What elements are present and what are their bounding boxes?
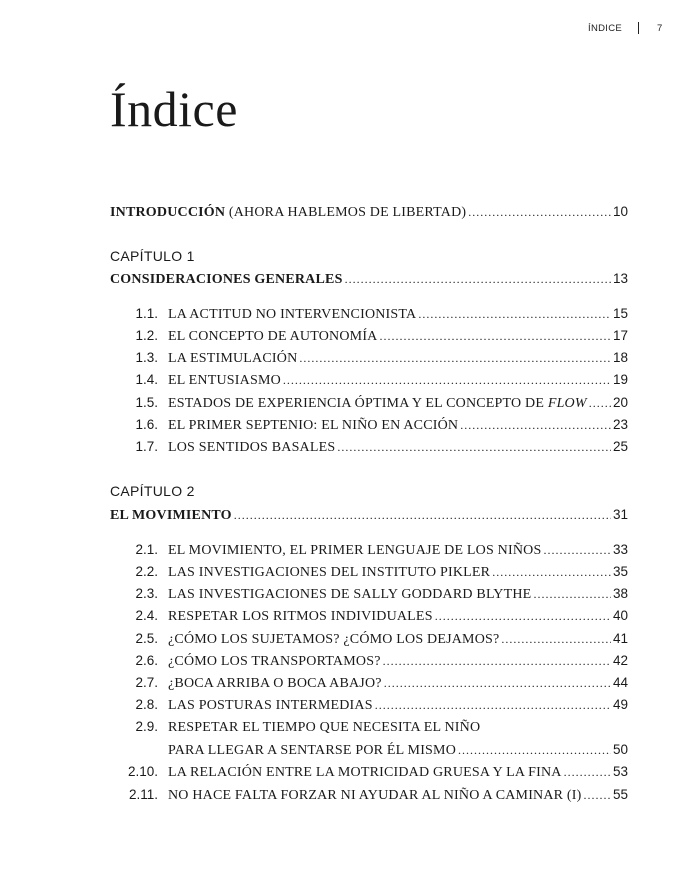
section-title: LOS SENTIDOS BASALES: [168, 440, 336, 455]
toc-page-number: 33: [612, 542, 628, 557]
toc-entry-title: [110, 203, 466, 223]
toc-entry-introduction[interactable]: [110, 202, 628, 222]
dot-leader: [584, 785, 611, 806]
dot-leader: [435, 606, 611, 627]
toc-entry-section[interactable]: [110, 370, 628, 390]
toc-entry-section[interactable]: [110, 304, 628, 324]
toc-page-number: 35: [612, 564, 628, 579]
dot-leader: [492, 562, 611, 583]
dot-leader: [299, 348, 611, 369]
toc-page-number: 38: [612, 586, 628, 601]
section-title: RESPETAR EL TIEMPO QUE NECESITA EL NIÑO: [168, 720, 481, 735]
toc-entry-section[interactable]: [110, 762, 628, 782]
running-head-divider: [638, 22, 639, 34]
toc-page-number: 55: [612, 787, 628, 802]
toc-page-number: 15: [612, 306, 628, 321]
section-number: 2.10.: [127, 764, 158, 779]
dot-leader: [337, 437, 611, 458]
section-number: 1.7.: [135, 439, 158, 454]
dot-leader: [543, 540, 611, 561]
toc-entry-section-first-line[interactable]: [110, 717, 628, 737]
section-number: 2.1.: [135, 542, 158, 557]
section-number: 1.4.: [135, 372, 158, 387]
toc-entry-section[interactable]: [110, 326, 628, 346]
toc-page-number: 40: [612, 608, 628, 623]
dot-leader: [589, 393, 611, 414]
section-title-italic: FLOW: [547, 396, 587, 411]
dot-leader: [458, 740, 611, 761]
toc-page-number: 42: [612, 653, 628, 668]
section-number: 1.5.: [135, 395, 158, 410]
dot-leader: [383, 651, 611, 672]
toc-page-number: 44: [612, 675, 628, 690]
dot-leader: [234, 505, 611, 526]
section-title: ¿BOCA ARRIBA O BOCA ABAJO?: [168, 676, 382, 691]
toc-entry-section[interactable]: [110, 393, 628, 413]
section-title-continuation: PARA LLEGAR A SENTARSE POR ÉL MISMO: [168, 743, 457, 758]
section-number: 2.8.: [135, 697, 158, 712]
section-number: 2.4.: [135, 608, 158, 623]
section-number: 2.2.: [135, 564, 158, 579]
section-title: NO HACE FALTA FORZAR NI AYUDAR AL NIÑO A CAMINAR (I): [168, 788, 582, 803]
toc-entry-section[interactable]: [110, 415, 628, 435]
toc-page-number: 50: [612, 742, 628, 757]
intro-subtitle: (AHORA HABLEMOS DE LIBERTAD): [225, 205, 467, 220]
section-title: LA RELACIÓN ENTRE LA MOTRICIDAD GRUESA Y LA FINA: [168, 765, 562, 780]
toc-page-number: 10: [612, 204, 628, 219]
section-title: LAS INVESTIGACIONES DE SALLY GODDARD BLYTHE: [168, 587, 532, 602]
dot-leader: [380, 326, 611, 347]
toc-entry-section[interactable]: [110, 348, 628, 368]
toc-entry-section[interactable]: [110, 629, 628, 649]
dot-leader: [384, 673, 611, 694]
toc-entry-section[interactable]: [110, 785, 628, 805]
toc-entry-chapter-heading[interactable]: [110, 505, 628, 525]
toc-page-number: 31: [612, 507, 628, 522]
section-number: 1.3.: [135, 350, 158, 365]
section-title: RESPETAR LOS RITMOS INDIVIDUALES: [168, 609, 433, 624]
section-title: LA ESTIMULACIÓN: [168, 351, 298, 366]
section-title-text: ESTADOS DE EXPERIENCIA ÓPTIMA Y EL CONCEPTO DE: [168, 396, 548, 411]
toc-page-number: 18: [612, 350, 628, 365]
section-title: ¿CÓMO LOS TRANSPORTAMOS?: [168, 654, 381, 669]
toc-entry-section[interactable]: [110, 437, 628, 457]
dot-leader: [564, 762, 611, 783]
toc-page-number: 17: [612, 328, 628, 343]
section-number: 2.6.: [135, 653, 158, 668]
dot-leader: [501, 629, 611, 650]
dot-leader: [283, 370, 611, 391]
section-title: LAS INVESTIGACIONES DEL INSTITUTO PIKLER: [168, 565, 491, 580]
page-number: 7: [657, 23, 663, 34]
toc-entry-section[interactable]: [110, 540, 628, 560]
section-number: 2.3.: [135, 586, 158, 601]
toc-page-number: 13: [612, 271, 628, 286]
toc-entry-section[interactable]: [110, 673, 628, 693]
toc-entry-chapter-heading[interactable]: [110, 269, 628, 289]
chapter-heading: EL MOVIMIENTO: [110, 508, 232, 523]
section-title: LAS POSTURAS INTERMEDIAS: [168, 698, 373, 713]
section-number: 2.7.: [135, 675, 158, 690]
toc-page-number: 49: [612, 697, 628, 712]
running-head-label: ÍNDICE: [588, 23, 622, 34]
section-number: 2.11.: [128, 787, 158, 802]
toc-entry-section[interactable]: [110, 695, 628, 715]
section-number: 1.6.: [135, 417, 158, 432]
toc-page-number: 20: [612, 395, 628, 410]
running-head: [560, 22, 670, 36]
toc-page-number: 41: [612, 631, 628, 646]
toc-entry-section[interactable]: [110, 562, 628, 582]
toc-page-number: 25: [612, 439, 628, 454]
chapter-heading: CONSIDERACIONES GENERALES: [110, 272, 343, 287]
toc-entry-section[interactable]: [110, 584, 628, 604]
dot-leader: [460, 415, 611, 436]
dot-leader: [468, 202, 611, 223]
chapter-label: CAPÍTULO 2: [110, 483, 195, 499]
section-title: EL ENTUSIASMO: [168, 373, 281, 388]
toc-page-number: 23: [612, 417, 628, 432]
section-title: EL CONCEPTO DE AUTONOMÍA: [168, 329, 378, 344]
toc-entry-section-continuation[interactable]: [168, 740, 628, 760]
section-number: 1.2.: [135, 328, 158, 343]
section-title: [168, 394, 587, 414]
dot-leader: [418, 304, 611, 325]
toc-page-number: 19: [612, 372, 628, 387]
section-number: 2.5.: [135, 631, 158, 646]
toc-entry-section[interactable]: [110, 651, 628, 671]
chapter-label: CAPÍTULO 1: [110, 248, 195, 264]
section-title: LA ACTITUD NO INTERVENCIONISTA: [168, 307, 417, 322]
toc-entry-section[interactable]: [110, 606, 628, 626]
toc-page-number: 53: [612, 764, 628, 779]
section-title: EL MOVIMIENTO, EL PRIMER LENGUAJE DE LOS NIÑOS: [168, 543, 542, 558]
section-number: 2.9.: [135, 719, 158, 734]
section-title: ¿CÓMO LOS SUJETAMOS? ¿CÓMO LOS DEJAMOS?: [168, 632, 500, 647]
section-title: EL PRIMER SEPTENIO: EL NIÑO EN ACCIÓN: [168, 418, 459, 433]
section-number: 1.1.: [135, 306, 158, 321]
intro-bold-label: INTRODUCCIÓN: [110, 205, 226, 220]
dot-leader: [533, 584, 611, 605]
dot-leader: [375, 695, 611, 716]
dot-leader: [345, 269, 611, 290]
page-title: Índice: [110, 81, 238, 137]
